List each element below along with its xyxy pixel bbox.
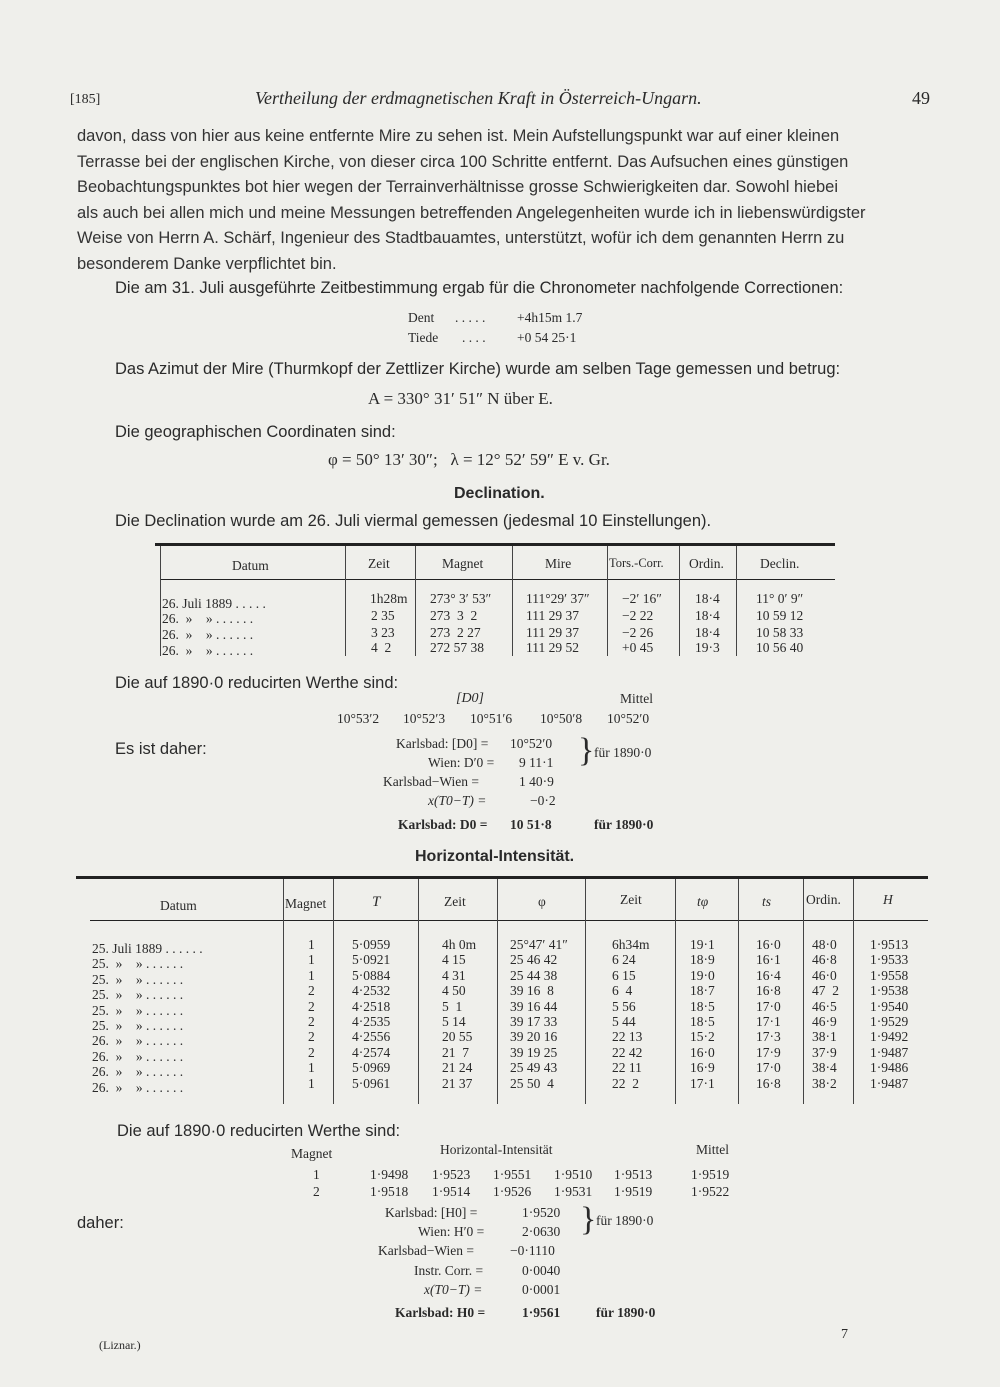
hor-cell-zeit: 5 14	[442, 1014, 466, 1029]
decl-table-left-rule	[160, 546, 161, 656]
hor-cell-ts: 17·0	[756, 1060, 781, 1076]
decl-reduced-value: 10°53′2	[337, 711, 380, 726]
hor-table-divider	[333, 879, 334, 1104]
decl-header-tors: Tors.-Corr.	[609, 556, 664, 570]
hor-calc-label: Instr. Corr. =	[414, 1263, 484, 1278]
hor-cell-ordin: 46·0	[812, 967, 837, 983]
page-title: Vertheilung der erdmagnetischen Kraft in Österreich-Ungarn.	[255, 88, 702, 108]
hor-cell-ts: 16·1	[756, 952, 781, 968]
decl-cell-magnet: 272 57 38	[430, 640, 484, 655]
hor-cell-phi: 39 16 44	[510, 998, 558, 1014]
hor-cell-magnet: 1	[308, 967, 315, 983]
hor-cell-t: 5·0884	[352, 967, 391, 983]
hor-cell-tphi: 19·0	[690, 967, 715, 983]
decl-cell-tors: −2′ 16″	[622, 591, 662, 606]
hor-cell-h: 1·9538	[870, 983, 909, 999]
decl-calc-fuer: für 1890·0	[594, 745, 652, 760]
hor-cell-h: 1·9487	[870, 1044, 909, 1060]
hor-cell-magnet: 2	[308, 1044, 315, 1060]
decl-calc-value: −0·2	[530, 793, 556, 808]
hor-cell-zeit: 20 55	[442, 1029, 473, 1045]
hor-cell-ts: 17·9	[756, 1044, 781, 1060]
hor-cell-magnet: 1	[308, 1060, 315, 1076]
decl-cell-datum: 26. Juli 1889 . . . . .	[162, 596, 266, 611]
hor-hi-label: Horizontal-Intensität	[440, 1142, 553, 1157]
hor-calc-label: x(T0−T) =	[424, 1282, 483, 1297]
hor-cell-phi: 25 46 42	[510, 952, 558, 968]
hor-cell-t: 4·2556	[352, 1029, 391, 1045]
hor-cell-datum: 25. » » . . . . . .	[92, 956, 184, 972]
hor-header-zeit2: Zeit	[620, 892, 642, 907]
zeit-line: Die am 31. Juli ausgeführte Zeitbestimmung ergab für die Chronometer nachfolgende Correctionen:	[115, 279, 844, 297]
hor-cell-datum: 25. » » . . . . . .	[92, 971, 184, 987]
hor-cell-tphi: 15·2	[690, 1029, 715, 1045]
decl-cell-datum: 26. » » . . . . . .	[162, 643, 254, 658]
decl-reduced-value: 10°50′8	[540, 711, 583, 726]
hor-cell-ordin: 38·4	[812, 1060, 837, 1076]
hor-cell-magnet: 2	[308, 998, 315, 1014]
hor-cell-magnet: 1	[308, 1075, 315, 1091]
hor-reduced-value: 1·9531	[554, 1184, 593, 1199]
hor-cell-t: 5·0961	[352, 1075, 391, 1091]
azimut-value: A = 330° 31′ 51″ N über E.	[368, 389, 553, 408]
decl-cell-magnet: 273 2 27	[430, 625, 481, 640]
decl-calc-value: 1 40·9	[519, 774, 554, 789]
hor-cell-datum: 25. Juli 1889 . . . . . .	[92, 941, 203, 956]
decl-cell-zeit: 1h28m	[370, 591, 408, 606]
hor-cell-phi: 25 44 38	[510, 967, 558, 983]
decl-final-label: Karlsbad: D0 =	[398, 817, 488, 832]
hor-cell-magnet: 2	[308, 1014, 315, 1029]
hor-cell-phi: 39 20 16	[510, 1029, 558, 1045]
decl-table-divider	[679, 546, 680, 656]
hor-cell-h: 1·9492	[870, 1029, 909, 1045]
hor-cell-zeit: 4 15	[442, 952, 466, 968]
hor-table-top-rule	[76, 876, 928, 879]
decl-header-datum: Datum	[232, 558, 269, 573]
decl-final-value: 10 51·8	[510, 817, 552, 832]
hor-calc-value: −0·1110	[510, 1243, 555, 1258]
hor-header-ts: ts	[762, 894, 772, 909]
hor-calc-value: 0·0040	[522, 1263, 561, 1278]
decl-table-divider	[415, 546, 416, 656]
hor-cell-t: 5·0959	[352, 937, 391, 952]
hor-cell-h: 1·9513	[870, 937, 909, 952]
hor-header-datum: Datum	[160, 898, 197, 913]
hor-cell-datum: 25. » » . . . . . .	[92, 1002, 184, 1018]
hor-cell-h: 1·9533	[870, 952, 909, 968]
hor-calc-value: 0·0001	[522, 1282, 561, 1297]
hor-calc-label: Karlsbad−Wien =	[378, 1243, 475, 1258]
decl-cell-mire: 111 29 37	[526, 608, 579, 623]
decl-final-fuer: für 1890·0	[594, 817, 654, 832]
hor-cell-ordin: 46·5	[812, 998, 837, 1014]
hor-final-fuer: für 1890·0	[596, 1305, 656, 1320]
hor-calc-label: Wien: H′0 =	[418, 1224, 485, 1239]
decl-cell-magnet: 273° 3′ 53″	[430, 591, 492, 606]
chronometer-dent-dots: . . . . .	[455, 310, 486, 325]
hor-cell-ts: 16·4	[756, 967, 781, 983]
decl-header-magnet: Magnet	[442, 556, 484, 571]
hor-cell-h: 1·9540	[870, 998, 909, 1014]
hor-reduced-value: 1·9551	[493, 1167, 532, 1182]
intro-line: besonderem Danke verpflichtet bin.	[77, 254, 337, 273]
hor-reduced-value: 1·9514	[432, 1184, 471, 1199]
hor-header-t: T	[372, 894, 381, 910]
decl-reduced-value: 10°51′6	[470, 711, 513, 726]
hor-calc-value: 1·9520	[522, 1205, 561, 1220]
hor-header-ordin: Ordin.	[806, 892, 841, 907]
hor-reduced-value: 1·9518	[370, 1184, 409, 1199]
hor-cell-h: 1·9486	[870, 1060, 909, 1076]
intro-line: Weise von Herrn A. Schärf, Ingenieur des Stadtbauamtes, unterstützt, wofür ich dem genannten Herrn zu	[77, 229, 845, 247]
hor-cell-tphi: 16·0	[690, 1044, 715, 1060]
hor-cell-zeit: 21 7	[442, 1044, 469, 1060]
hor-cell-t: 4·2535	[352, 1014, 391, 1029]
decl-cell-zeit: 4 2	[371, 640, 392, 655]
decl-header-declin: Declin.	[760, 556, 800, 571]
decl-cell-mire: 111 29 37	[526, 625, 579, 640]
hor-table-divider	[675, 879, 676, 1104]
intro-line: Beobachtungspunktes bot hier wegen der Terrainverhältnisse grosse Schwierigkeiten dar. Sowohl hiebei	[77, 178, 838, 196]
hor-cell-ordin: 46·8	[812, 952, 837, 968]
hor-cell-ordin: 47 2	[812, 983, 839, 999]
decl-mittel-label: Mittel	[620, 691, 653, 706]
hor-cell-phi: 39 19 25	[510, 1044, 558, 1060]
chronometer-tiede-name: Tiede	[408, 330, 439, 345]
hor-cell-datum: 26. » » . . . . . .	[92, 1064, 184, 1080]
decl-table-divider	[512, 546, 513, 656]
decl-calc-label: Wien: D′0 =	[428, 755, 495, 770]
hor-cell-ts: 16·8	[756, 1075, 781, 1091]
decl-table-divider	[345, 546, 346, 656]
decl-header-ordin: Ordin.	[689, 556, 724, 571]
page-header-left: [185]	[70, 92, 101, 107]
hor-cell-ordin: 37·9	[812, 1044, 837, 1060]
hor-header-h: H	[883, 892, 893, 907]
decl-table-divider	[607, 546, 608, 656]
hor-cell-zeit2: 6 15	[612, 967, 636, 983]
hor-cell-zeit2: 5 44	[612, 1014, 636, 1029]
decl-calc-label: Karlsbad: [D0] =	[396, 736, 489, 751]
hor-cell-tphi: 17·1	[690, 1075, 715, 1091]
azimut-line: Das Azimut der Mire (Thurmkopf der Zettlizer Kirche) wurde am selben Tage gemessen und betrug:	[115, 360, 841, 378]
hor-reduced-value: 1·9513	[614, 1167, 653, 1182]
chronometer-tiede-value: +0 54 25·1	[517, 330, 577, 345]
hor-table-divider	[497, 879, 498, 1104]
hor-cell-tphi: 16·9	[690, 1060, 715, 1076]
hor-cell-magnet: 1	[308, 952, 315, 968]
chronometer-tiede-dots: . . . .	[462, 330, 486, 345]
decl-cell-datum: 26. » » . . . . . .	[162, 611, 254, 626]
decl-calc-label: x(T0−T) =	[428, 793, 487, 808]
coord-line: Die geographischen Coordinaten sind:	[115, 423, 396, 441]
hor-cell-zeit: 21 37	[442, 1075, 473, 1091]
intro-line: als auch bei allen mich und meine Messungen betreffenden Angelegenheiten wurde ich in liebenswürdigster	[77, 203, 866, 222]
hor-cell-ts: 17·0	[756, 998, 781, 1014]
decl-reduced-mittel: 10°52′0	[607, 711, 650, 726]
hor-cell-ts: 17·1	[756, 1014, 781, 1029]
hor-header-phi: φ	[538, 894, 546, 909]
hor-cell-phi: 39 16 8	[510, 983, 554, 999]
hor-cell-ordin: 46·9	[812, 1014, 837, 1029]
hor-cell-h: 1·9558	[870, 967, 909, 983]
coord-value: φ = 50° 13′ 30″; λ = 12° 52′ 59″ E v. Gr.	[328, 450, 610, 469]
hor-header-magnet: Magnet	[285, 896, 327, 911]
hor-magnet-label: Magnet	[291, 1146, 333, 1161]
hor-reduced-value: 1·9498	[370, 1167, 409, 1182]
decl-cell-tors: +0 45	[622, 640, 654, 655]
hor-cell-phi: 25°47′ 41″	[510, 937, 568, 952]
hor-cell-h: 1·9487	[870, 1075, 909, 1091]
decl-cell-declin: 10 56 40	[756, 640, 804, 655]
hor-table-divider	[585, 879, 586, 1104]
hor-table-divider	[283, 879, 284, 1104]
hor-header-zeit: Zeit	[444, 894, 466, 909]
decl-cell-ordin: 19·3	[695, 640, 720, 655]
hor-cell-tphi: 18·5	[690, 1014, 715, 1029]
hor-calc-fuer: für 1890·0	[596, 1213, 654, 1228]
hor-cell-zeit2: 22 42	[612, 1044, 643, 1060]
hor-cell-zeit2: 6 4	[612, 983, 633, 999]
hor-cell-datum: 25. » » . . . . . .	[92, 1018, 184, 1033]
decl-cell-mire: 111°29′ 37″	[526, 591, 590, 606]
decl-cell-zeit: 3 23	[371, 625, 395, 640]
decl-cell-ordin: 18·4	[695, 625, 720, 640]
hor-cell-zeit: 5 1	[442, 998, 463, 1014]
chronometer-dent-value: +4h15m 1.7	[517, 310, 583, 325]
decl-calc-value: 10°52′0	[510, 736, 553, 751]
decl-cell-declin: 10 58 33	[756, 625, 804, 640]
hor-cell-zeit2: 22 2	[612, 1075, 639, 1091]
hor-calc-label: Karlsbad: [H0] =	[385, 1205, 478, 1220]
hor-table-divider	[418, 879, 419, 1104]
hor-calc-value: 2·0630	[522, 1224, 561, 1239]
hor-cell-ts: 16·8	[756, 983, 781, 999]
hor-cell-t: 4·2532	[352, 983, 391, 999]
decl-cell-zeit: 2 35	[371, 608, 395, 623]
hor-cell-tphi: 18·5	[690, 998, 715, 1014]
hor-cell-t: 4·2574	[352, 1044, 391, 1060]
hor-cell-magnet: 2	[308, 1029, 315, 1045]
intro-paragraph	[77, 124, 932, 277]
hor-reduced-title: Die auf 1890·0 reducirten Werthe sind:	[117, 1122, 401, 1140]
hor-cell-zeit2: 22 11	[612, 1060, 642, 1076]
hor-final-value: 1·9561	[522, 1305, 561, 1320]
intro-line: davon, dass von hier aus keine entfernte Mire zu sehen ist. Mein Aufstellungspunkt war auf einer kleinen	[77, 127, 840, 145]
decl-header-zeit: Zeit	[368, 556, 390, 571]
decl-cell-declin: 11° 0′ 9″	[756, 591, 804, 606]
hor-table-divider	[738, 879, 739, 1104]
declination-heading: Declination.	[454, 485, 545, 502]
hor-cell-phi: 25 50 4	[510, 1075, 554, 1091]
hor-reduced-magnet: 2	[313, 1184, 320, 1199]
hor-cell-t: 5·0969	[352, 1060, 391, 1076]
page-number: 49	[912, 88, 930, 108]
footer-left: (Liznar.)	[99, 1338, 141, 1352]
decl-cell-tors: −2 22	[622, 608, 654, 623]
hor-cell-zeit2: 6 24	[612, 952, 636, 968]
decl-cell-declin: 10 59 12	[756, 608, 804, 623]
hor-table-divider	[803, 879, 804, 1104]
hor-cell-tphi: 18·9	[690, 952, 715, 968]
hor-cell-t: 5·0921	[352, 952, 391, 968]
daher-label: daher:	[77, 1214, 124, 1232]
hor-cell-magnet: 1	[308, 937, 315, 952]
chronometer-dent-name: Dent	[408, 310, 435, 325]
decl-cell-ordin: 18·4	[695, 591, 720, 606]
hor-reduced-mittel: 1·9519	[691, 1167, 730, 1182]
decl-cell-tors: −2 26	[622, 625, 654, 640]
hor-cell-datum: 26. » » . . . . . .	[92, 1033, 184, 1049]
decl-cell-ordin: 18·4	[695, 608, 720, 623]
decl-table-header-rule	[160, 579, 835, 580]
hor-cell-tphi: 19·1	[690, 937, 715, 952]
hor-cell-zeit: 4 50	[442, 983, 466, 999]
hor-calc-brace: }	[580, 1201, 597, 1238]
hor-cell-ordin: 38·1	[812, 1029, 837, 1045]
es-ist-daher: Es ist daher:	[115, 740, 207, 758]
hor-cell-datum: 25. » » . . . . . .	[92, 987, 184, 1003]
hor-cell-zeit2: 6h34m	[612, 937, 650, 952]
decl-d0-label: [D0]	[456, 691, 485, 706]
hor-table-divider	[853, 879, 854, 1104]
decl-cell-magnet: 273 3 2	[430, 608, 478, 623]
declination-intro: Die Declination wurde am 26. Juli viermal gemessen (jedesmal 10 Einstellungen).	[115, 512, 712, 530]
hor-cell-zeit: 21 24	[442, 1060, 473, 1076]
decl-calc-value: 9 11·1	[519, 755, 554, 770]
hor-cell-tphi: 18·7	[690, 983, 715, 999]
hor-cell-magnet: 2	[308, 983, 315, 999]
hor-reduced-value: 1·9523	[432, 1167, 471, 1182]
hor-cell-datum: 26. » » . . . . . .	[92, 1079, 184, 1095]
hor-mittel-label: Mittel	[696, 1142, 729, 1157]
hor-cell-ts: 16·0	[756, 937, 781, 952]
hor-cell-phi: 25 49 43	[510, 1060, 558, 1076]
hor-cell-zeit: 4h 0m	[442, 937, 477, 952]
decl-table-divider	[736, 546, 737, 656]
intro-line: Terrasse bei der englischen Kirche, von dieser circa 100 Schritte entfernt. Das Aufsuchen eines günstigen	[77, 152, 849, 171]
decl-table-top-rule	[155, 543, 835, 546]
hor-cell-ordin: 48·0	[812, 937, 837, 952]
hor-reduced-value: 1·9510	[554, 1167, 593, 1182]
decl-calc-label: Karlsbad−Wien =	[383, 774, 480, 789]
hor-reduced-value: 1·9519	[614, 1184, 653, 1199]
hor-reduced-mittel: 1·9522	[691, 1184, 730, 1199]
hor-header-tphi: tφ	[697, 894, 709, 909]
hor-reduced-magnet: 1	[313, 1167, 320, 1182]
hor-cell-datum: 26. » » . . . . . .	[92, 1048, 184, 1064]
hor-cell-phi: 39 17 33	[510, 1014, 558, 1029]
hor-heading: Horizontal-Intensität.	[415, 848, 575, 865]
hor-final-label: Karlsbad: H0 =	[395, 1305, 486, 1320]
hor-cell-zeit2: 22 13	[612, 1029, 643, 1045]
decl-calc-brace: }	[578, 732, 595, 769]
decl-reduced-value: 10°52′3	[403, 711, 446, 726]
hor-cell-zeit2: 5 56	[612, 998, 636, 1014]
decl-reduced-title: Die auf 1890·0 reducirten Werthe sind:	[115, 674, 399, 692]
hor-cell-ordin: 38·2	[812, 1075, 837, 1091]
hor-cell-t: 4·2518	[352, 998, 391, 1014]
hor-cell-ts: 17·3	[756, 1029, 781, 1045]
hor-reduced-value: 1·9526	[493, 1184, 532, 1199]
decl-header-mire: Mire	[545, 556, 572, 571]
hor-cell-h: 1·9529	[870, 1014, 909, 1029]
hor-cell-zeit: 4 31	[442, 967, 466, 983]
decl-cell-datum: 26. » » . . . . . .	[162, 627, 254, 642]
footer-right: 7	[841, 1327, 848, 1342]
decl-cell-mire: 111 29 52	[526, 640, 579, 655]
